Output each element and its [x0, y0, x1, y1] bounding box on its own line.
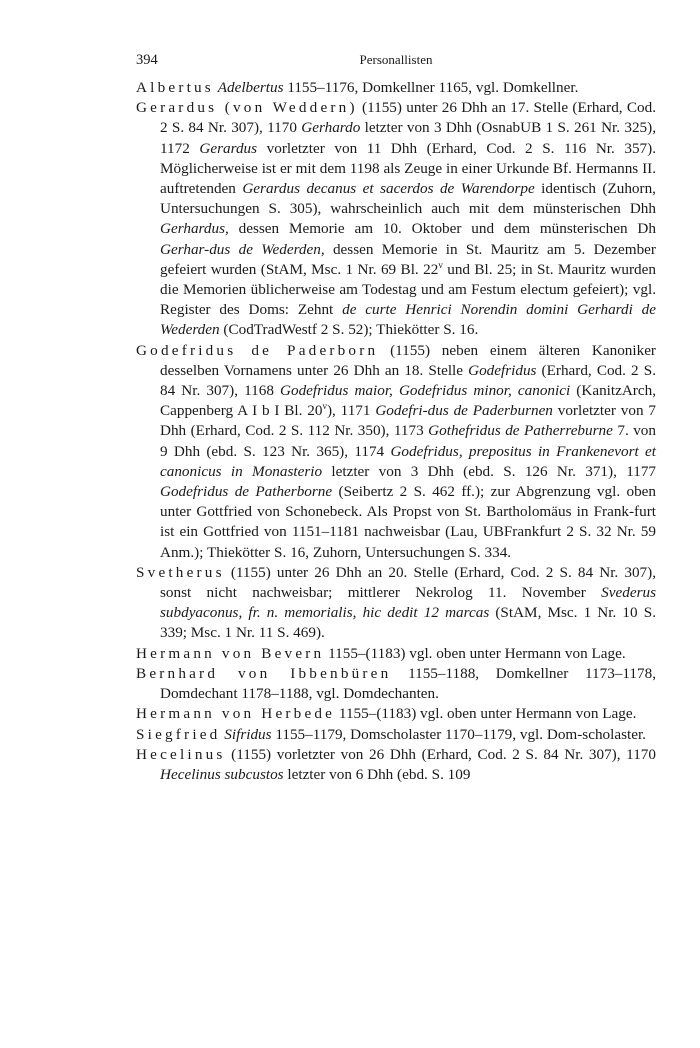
latin-quote: Godefridus maior, Godefridus minor, canonici: [280, 382, 571, 400]
entry-text: und Bl. 25; in St. Mauritz wurden die Memorien üblicherweise am Todestag und am Festum electum gefeiert); vgl. Register des Doms: Zehnt: [160, 260, 656, 319]
latin-quote: Gerardus decanus et sacerdos de Warendorpe: [242, 180, 535, 198]
entry-text: 7. von 9 Dhh (ebd. S. 123 Nr. 365), 1174: [160, 422, 656, 460]
latin-quote: Gerardus: [199, 139, 258, 157]
person-name: Svetherus: [136, 563, 225, 581]
person-name: Hecelinus: [136, 745, 226, 763]
entry-text: vorletzter von 7 Dhh (Erhard, Cod. 2 S. 112 Nr. 350), 1173: [160, 402, 656, 440]
entry-text: 1155–(1183) vgl. oben unter Hermann von Lage.: [335, 705, 637, 723]
latin-quote: Hecelinus subcustos: [160, 765, 284, 783]
entry-text: (1155) unter 26 Dhh an 20. Stelle (Erhard, Cod. 2 S. 84 Nr. 307), sonst nicht nachweisbar; mittlerer Nekrolog 11. November: [160, 563, 656, 602]
entry-text: 1155–(1183) vgl. oben unter Hermann von Lage.: [324, 644, 626, 662]
person-name: Hermann von Herbede: [136, 705, 336, 723]
person-name: Hermann von Bevern: [136, 644, 325, 662]
person-entry: [136, 644, 656, 664]
person-entry: [136, 78, 656, 98]
entry-text: (KanitzArch, Cappenberg A I b I Bl. 20: [160, 382, 656, 420]
latin-quote: Godefri-dus de Paderburnen: [375, 402, 553, 420]
entry-text: 1155–1188, Domkellner 1173–1178, Domdechant 1178–1188, vgl. Domdechanten.: [160, 664, 656, 703]
entry-text: 1155–1176, Domkellner 1165, vgl. Domkellner.: [283, 79, 579, 96]
person-entry: [136, 563, 656, 644]
entry-text: identisch (Zuhorn, Untersuchungen S. 305), wahrscheinlich auch mit dem münsterischen Dhh: [160, 180, 656, 218]
entry-text: (Erhard, Cod. 2 S. 84 Nr. 307), 1168: [160, 361, 656, 400]
page-number: 394: [136, 52, 158, 68]
latin-quote: Godefridus de Patherborne: [160, 483, 333, 501]
latin-quote: Godefridus: [468, 361, 537, 379]
person-entry: [136, 745, 656, 785]
person-entry: [136, 725, 656, 745]
folio-verso-mark: v: [438, 259, 443, 270]
latin-quote: Gerhardo: [301, 119, 361, 137]
person-name: Siegfried: [136, 725, 221, 743]
entry-text: letzter von 6 Dhh (ebd. S. 109: [283, 765, 471, 783]
person-name: Albertus: [136, 79, 214, 96]
latin-quote: Svederus subdyaconus, fr. n. memorialis, hic dedit 12 marcas: [160, 584, 656, 622]
entry-text: letzter von 3 Dhh (OsnabUB 1 S. 261 Nr. 325), 1172: [160, 119, 656, 157]
latin-quote: Adelbertus: [217, 79, 284, 96]
latin-quote: de curte Henrici Norendin domini Gerhardi de Wederden: [160, 301, 656, 339]
person-entry: [136, 341, 656, 563]
person-entry: [136, 664, 656, 704]
entry-text: dessen Memorie am 10. Oktober und dem münsterischen Dh: [228, 220, 656, 238]
entry-text: (StAM, Msc. 1 Nr. 10 S. 339; Msc. 1 Nr. 11 S. 469).: [160, 604, 656, 642]
entry-list: [136, 78, 656, 785]
entry-text: 1155–1179, Domscholaster 1170–1179, vgl. Dom-scholaster.: [271, 725, 646, 743]
entry-text: (Seibertz 2 S. 462 ff.); zur Abgrenzung vgl. oben unter Gottfried von Schonebeck. Als Propst von St. Bartholomäus in Frank-furt ist ein Gottfried von 1151–1181 nachweisbar (Lau, UBFrankfurt 2 S. 32 Nr. 59 Anm.); Thiekötter S. 16, Zuhorn, Untersuchungen S. 334.: [160, 483, 657, 561]
entry-text: dessen Memorie in St. Mauritz am 5. Dezember gefeiert wurden (StAM, Msc. 1 Nr. 69 Bl. 22: [160, 240, 656, 278]
entry-text: (1155) vorletzter von 26 Dhh (Erhard, Cod. 2 S. 84 Nr. 307), 1170: [225, 745, 656, 763]
person-name: Godefridus de Paderborn: [136, 341, 379, 359]
latin-quote: Gerhardus,: [160, 220, 229, 238]
entry-text: (1155) unter 26 Dhh an 17. Stelle (Erhard, Cod. 2 S. 84 Nr. 307), 1170: [160, 99, 657, 137]
person-name: Bernhard von Ibbenbüren: [136, 664, 392, 682]
entry-text: (1155) neben einem älteren Kanoniker desselben Vornamens unter 26 Dhh an 18. Stelle: [160, 341, 656, 379]
latin-quote: Godefridus, prepositus in Frankenevort et canonicus in Monasterio: [160, 442, 656, 480]
running-title: Personallisten: [359, 52, 433, 67]
entry-text: ), 1171: [326, 402, 376, 420]
person-entry: [136, 98, 656, 340]
latin-quote: Gerhar-dus de Wederden,: [160, 240, 325, 258]
person-name: Gerardus (von Weddern): [136, 99, 358, 117]
page-header: [136, 52, 656, 74]
entry-text: (CodTradWestf 2 S. 52); Thiekötter S. 16.: [219, 321, 479, 339]
person-entry: [136, 704, 656, 724]
entry-text: letzter von 3 Dhh (ebd. S. 126 Nr. 371), 1177: [322, 462, 657, 480]
folio-verso-mark: v: [322, 401, 327, 412]
latin-quote: Gothefridus de Patherreburne: [428, 422, 613, 440]
entry-text: vorletzter von 11 Dhh (Erhard, Cod. 2 S. 116 Nr. 357). Möglicherweise ist er mit dem 1198 als Zeuge in einer Urkunde Bf. Hermanns II. auftretenden: [160, 139, 657, 198]
latin-quote: Sifridus: [224, 725, 272, 743]
